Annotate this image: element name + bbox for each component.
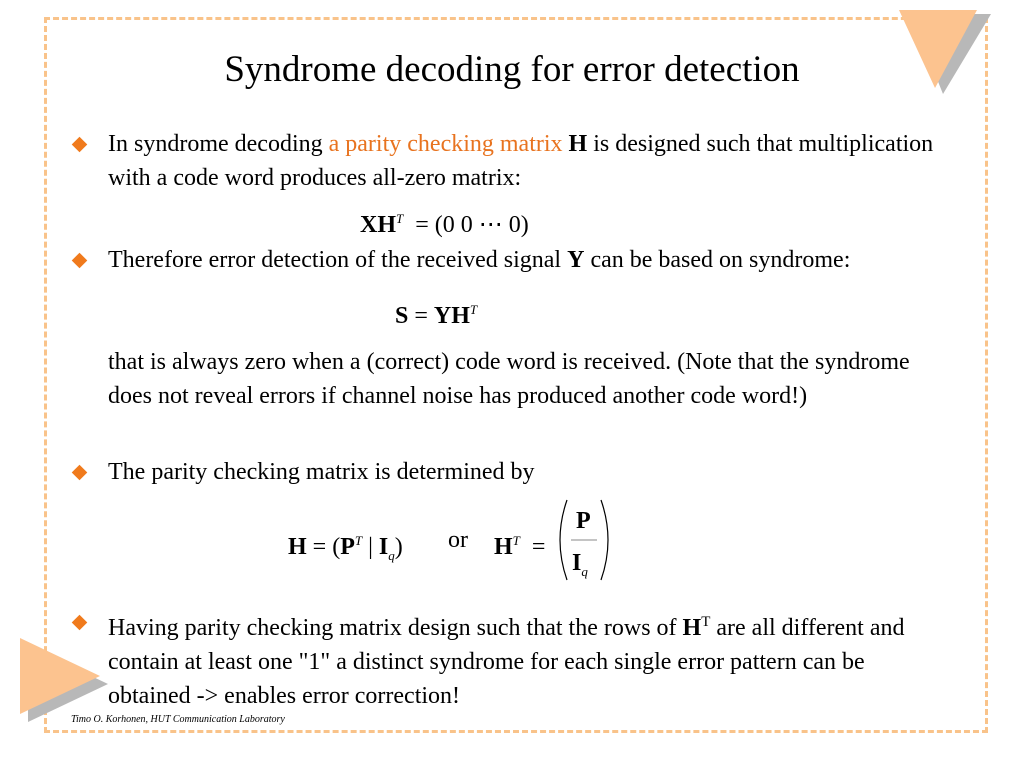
bullet-text: The parity checking matrix is determined by: [108, 459, 535, 485]
matrix-bottom-entry: $I_q$: [572, 550, 588, 579]
equation-transpose: $H^T$ =: [494, 533, 546, 560]
bullet-text: that is always zero when a (correct) code word is received. (Note that the syndrome does not reveal errors if channel noise has produced another code word!): [108, 349, 910, 409]
equation-parity-matrix: $H = (P^T$ | $I_q$): [288, 533, 403, 563]
slide-title: Syndrome decoding for error detection: [224, 49, 800, 90]
equation-or: or: [448, 527, 468, 553]
bullet-text: Having parity checking matrix design such that the rows of $H^T$ are all different and contain at least one "1" a distinct syndrome for each single error pattern can be obtained -> enables error correction!: [108, 614, 905, 709]
highlighted-term: a parity checking matrix: [328, 131, 563, 157]
bullet-text: In syndrome decoding a parity checking matrix H is designed such that multiplication with a code word produces all-zero matrix:: [108, 131, 934, 191]
bullet-text: Therefore error detection of the received signal Y can be based on syndrome:: [108, 247, 851, 273]
stacked-matrix: [555, 498, 613, 582]
footer-credit: Timo O. Korhonen, HUT Communication Laboratory: [71, 714, 285, 725]
equation-xht: $XH^T = (0$ 0 ⋯ 0): [360, 211, 529, 238]
equation-syndrome: $S = YH^T$: [395, 302, 478, 329]
matrix-top-entry: P: [576, 508, 591, 534]
